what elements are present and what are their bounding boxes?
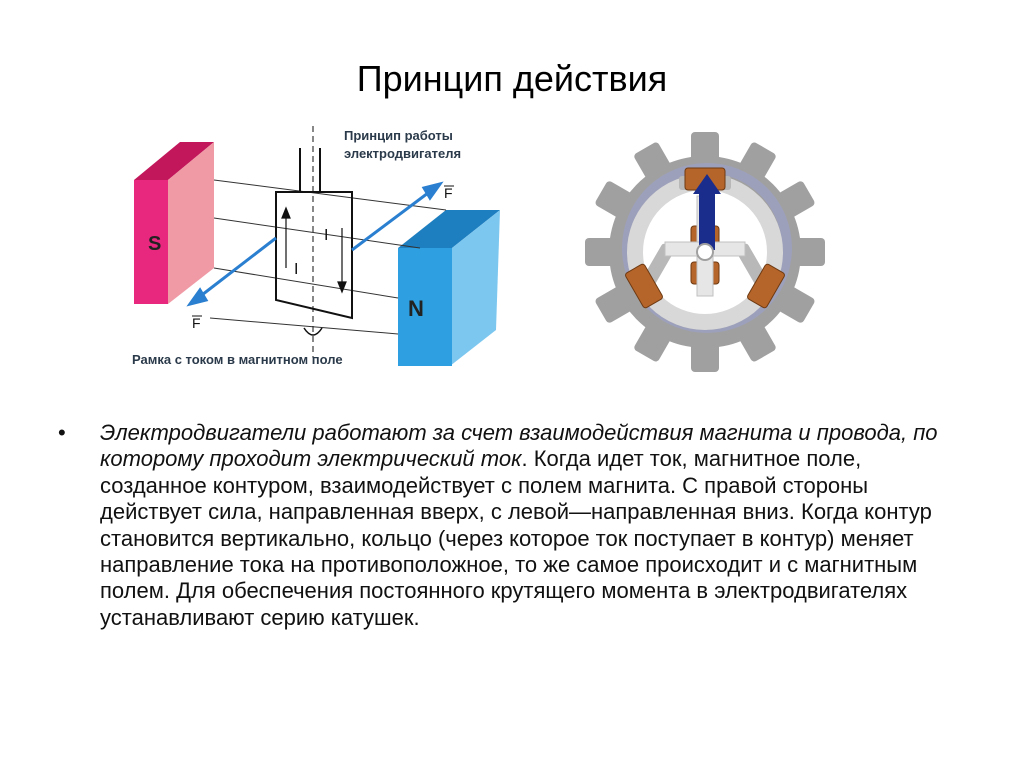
magnet-n [398,210,500,366]
slide-title: Принцип действия [356,58,668,99]
caption-top-2: электродвигателя [344,146,462,161]
current-label-left: I [294,261,299,278]
caption-bottom: Рамка с током в магнитном поле [132,352,343,367]
caption-top-1: Принцип работы [344,128,453,143]
motor-principle-figure [120,118,520,380]
bullet-marker: • [58,420,66,445]
body-rest: . Когда идет ток, магнитное поле, созданное контуром, взаимодействует с полем магнита. С правой стороны действует сила, направленная вверх, с левой—направленная вниз. Когда контур становится вертикально, кольцо (через которое ток поступает в контур) меняет направление тока на противоположное, то же самое происходит и с магнитным полем. Для обеспечения постоянного крутящего момента в электродвигателях устанавливают серию катушек. [100,446,932,630]
current-label-right: I [324,227,329,244]
shaft [697,244,713,260]
magnet-n-label: N [408,296,424,321]
force-label-left: F [192,315,201,331]
current-arrows [282,208,346,292]
force-label-right: F [444,185,453,201]
body-lead-italic: Электродвигатели работают за счет взаимодействия магнита и провода, по которому проходит электрический ток [100,420,938,472]
body-paragraph [100,420,960,631]
motor-cross-section-figure [585,132,825,372]
magnet-s [134,142,214,304]
magnet-s-label: S [148,233,162,255]
